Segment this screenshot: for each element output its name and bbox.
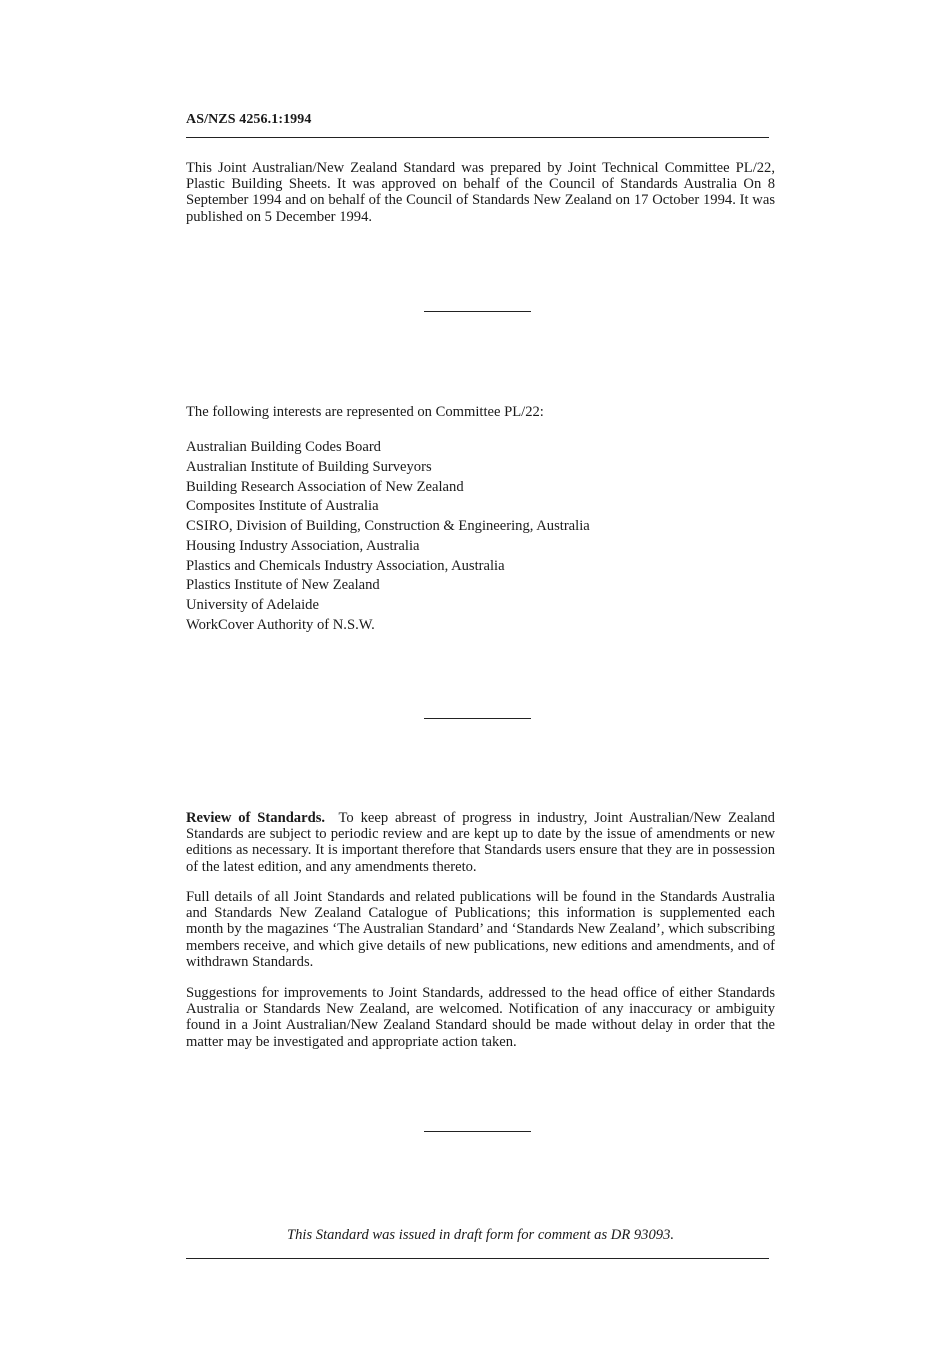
committee-member: Composites Institute of Australia [186, 498, 379, 515]
section-divider-3 [424, 1131, 531, 1132]
review-title: Review of Standards. [186, 810, 326, 826]
intro-paragraph: This Joint Australian/New Zealand Standard was prepared by Joint Technical Committee PL/22, Plastic Building Sheets. It was approved on behalf of the Council of Standards Australia On 8 September 1994 and on behalf of the Council of Standards New Zealand on 17 October 1994. It was published on 5 December 1994. [186, 160, 775, 225]
committee-member: Plastics Institute of New Zealand [186, 577, 380, 594]
committee-member: University of Adelaide [186, 597, 319, 613]
committee-member: Australian Institute of Building Surveyors [186, 458, 432, 475]
committee-member: Housing Industry Association, Australia [186, 537, 420, 554]
suggestions-paragraph: Suggestions for improvements to Joint Standards, addressed to the head office of either Standards Australia or Standards New Zealand, are welcomed. Notification of any inaccuracy or ambiguity found in a Joint Australian/New Zealand Standard should be made without delay in order that the matter may be investigated and appropriate action taken. [186, 985, 775, 1050]
section-divider-2 [424, 718, 531, 719]
footer-rule [186, 1258, 769, 1259]
committee-member: Plastics and Chemicals Industry Association, Australia [186, 557, 505, 574]
draft-note: This Standard was issued in draft form for comment as DR 93093. [286, 1227, 675, 1243]
section-divider-1 [424, 311, 531, 312]
standard-id: AS/NZS 4256.1:1994 [186, 112, 312, 127]
committee-member: WorkCover Authority of N.S.W. [186, 616, 375, 633]
committee-member: Australian Building Codes Board [186, 439, 381, 455]
committee-member: Building Research Association of New Zealand [186, 478, 464, 495]
details-paragraph: Full details of all Joint Standards and related publications will be found in the Standards Australia and Standards New Zealand Catalogue of Publications; this information is supplemented each month by the magazines ‘The Australian Standard’ and ‘Standards New Zealand’, which subscribing members receive, and which give details of new publications, new editions and amendments, and of withdrawn Standards. [186, 889, 775, 970]
review-paragraph [186, 810, 775, 875]
committee-member-list [186, 438, 590, 636]
review-text: To keep abreast of progress in industry, Joint Australian/New Zealand Standards are subject to periodic review and are kept up to date by the issue of amendments or new editions as necessary. It is important therefore that Standards users ensure that they are in possession of the latest edition, and any amendments thereto. [186, 810, 775, 875]
header-rule [186, 137, 769, 138]
committee-member: CSIRO, Division of Building, Construction & Engineering, Australia [186, 518, 590, 534]
committee-intro: The following interests are represented on Committee PL/22: [186, 404, 544, 420]
